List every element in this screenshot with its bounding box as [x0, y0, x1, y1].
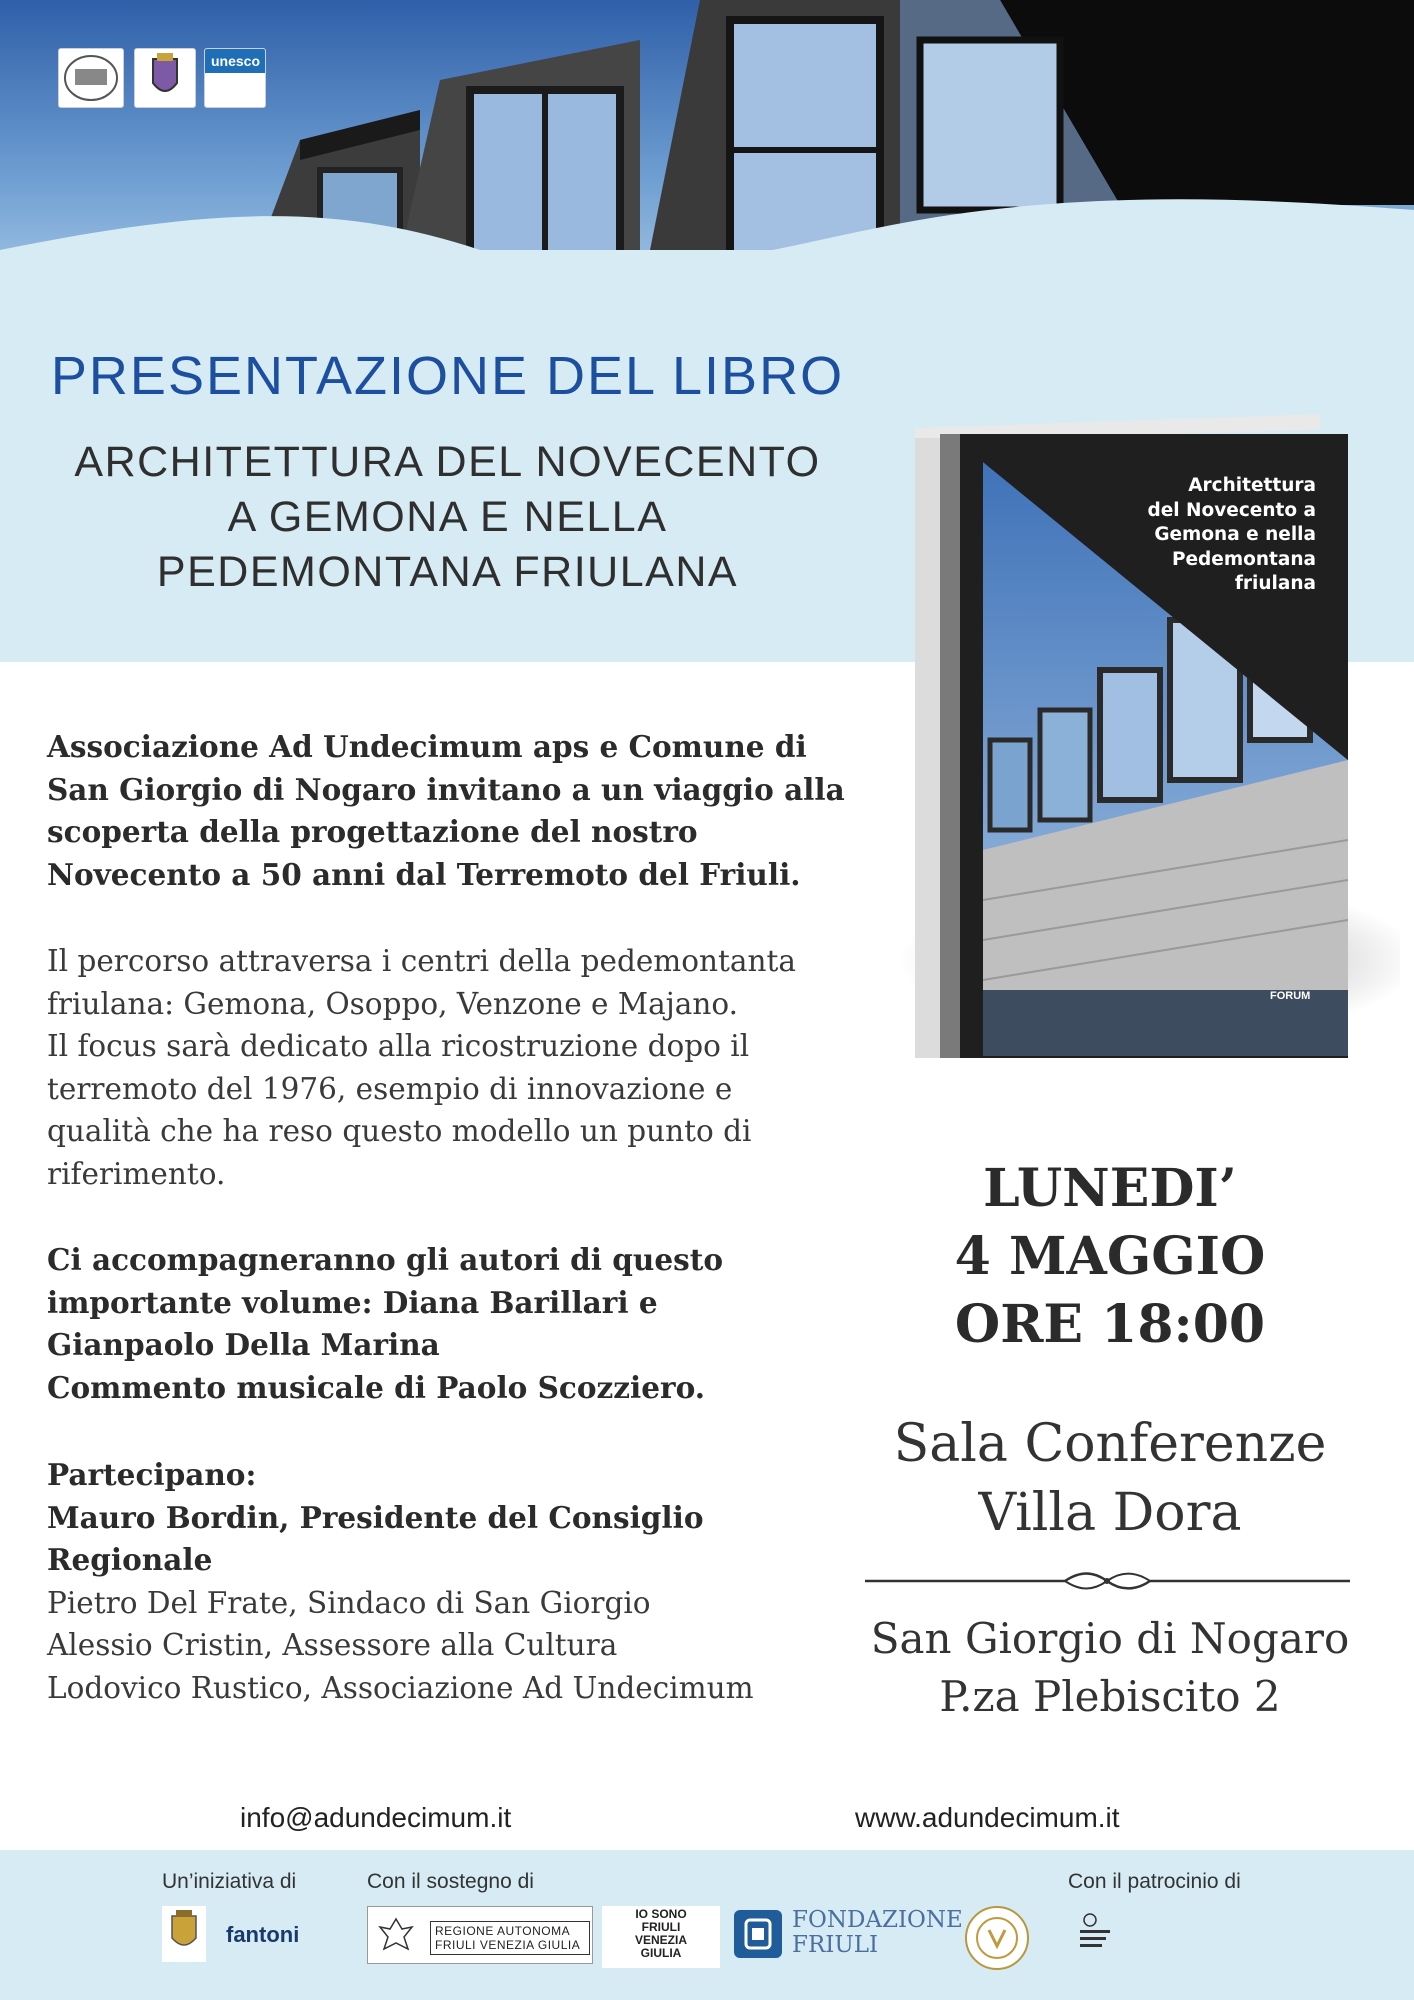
description-line: Il focus sarà dedicato alla ricostruzione dopo il	[47, 1029, 750, 1063]
presentation-kicker: PRESENTAZIONE DEL LIBRO	[50, 346, 845, 406]
cover-title-line: friulana	[1234, 573, 1316, 594]
authors-paragraph	[47, 1239, 847, 1409]
authors-line: Gianpaolo Della Marina	[47, 1327, 440, 1362]
patronage-label: Con il patrocinio di	[1068, 1870, 1241, 1893]
cover-title-line: Architettura	[1188, 475, 1316, 496]
book-cover-title	[1080, 474, 1316, 597]
website-link[interactable]: www.adundecimum.it	[855, 1802, 1120, 1833]
cover-title-line: Gemona e nella	[1154, 524, 1316, 545]
participants-list	[47, 1454, 847, 1709]
event-date: 4 MAGGIO	[954, 1226, 1266, 1287]
authors-line: Ci accompagneranno gli autori di questo	[47, 1242, 724, 1277]
book-title-line: A GEMONA E NELLA	[227, 493, 668, 541]
intro-line: Novecento a 50 anni dal Terremoto del Friuli.	[47, 856, 801, 892]
description-line: Il percorso attraversa i centri della pedemontanta	[47, 944, 796, 978]
intro-line: scoperta della progettazione del nostro	[47, 814, 698, 849]
regione-label	[430, 1921, 590, 1955]
association-logo	[58, 48, 124, 108]
intro-line: Associazione Ad Undecimum aps e Comune di	[47, 729, 807, 764]
book-title	[40, 435, 855, 600]
venue-line: Villa Dora	[978, 1483, 1242, 1543]
description-line: friulana: Gemona, Osoppo, Venzone e Majano.	[47, 986, 739, 1021]
io-sono-line: FRIULI	[641, 1920, 681, 1934]
support-label: Con il sostegno di	[367, 1870, 534, 1893]
city-crest-icon	[162, 1906, 206, 1962]
participant-line: Regionale	[47, 1542, 213, 1577]
university-seal-icon	[965, 1906, 1029, 1970]
io-sono-line: IO SONO	[635, 1907, 687, 1921]
wave-divider	[0, 190, 1414, 270]
address-line: San Giorgio di Nogaro	[870, 1614, 1350, 1663]
eagle-icon	[376, 1915, 416, 1955]
initiative-label: Un’iniziativa di	[162, 1870, 297, 1893]
description-paragraph	[47, 940, 847, 1195]
description-line: terremoto del 1976, esempio di innovazione e	[47, 1071, 733, 1106]
description-line: qualità che ha reso questo modello un punto di	[47, 1114, 752, 1148]
participant-line: Alessio Cristin, Assessore alla Cultura	[47, 1628, 618, 1662]
authors-line: importante volume: Diana Barillari e	[47, 1284, 658, 1320]
event-address	[850, 1610, 1370, 1726]
book-title-line: PEDEMONTANA FRIULANA	[156, 548, 739, 596]
unesco-logo	[204, 48, 266, 108]
regione-line: FRIULI VENEZIA GIULIA	[435, 1938, 581, 1952]
publisher-label: FORUM	[1270, 990, 1311, 1002]
intro-line: San Giorgio di Nogaro invitano a un viaggio alla	[47, 771, 845, 807]
participant-line: Pietro Del Frate, Sindaco di San Giorgio	[47, 1585, 651, 1620]
event-venue	[850, 1410, 1370, 1548]
address-line: P.za Plebiscito 2	[939, 1672, 1281, 1721]
ornamental-divider	[865, 1568, 1350, 1594]
event-datetime	[870, 1155, 1350, 1359]
fondazione-friuli-label	[792, 1908, 963, 1958]
regione-line: REGIONE AUTONOMA	[435, 1924, 571, 1938]
authors-line: Commento musicale di Paolo Scozziero.	[47, 1369, 706, 1405]
cover-title-line: Pedemontana	[1171, 548, 1316, 570]
email-link[interactable]: info@adundecimum.it	[240, 1802, 512, 1833]
regione-fvg-logo	[367, 1906, 593, 1964]
intro-paragraph	[47, 726, 847, 896]
municipality-crest-icon	[134, 48, 196, 108]
participants-heading: Partecipano:	[47, 1457, 257, 1492]
event-day: LUNEDI’	[983, 1158, 1237, 1219]
participant-line: Mauro Bordin, Presidente del Consiglio	[47, 1499, 704, 1535]
unesco-label: unesco	[205, 49, 265, 73]
venue-line: Sala Conferenze	[893, 1414, 1327, 1474]
fantoni-logo: fantoni	[226, 1922, 300, 1947]
io-sono-line: GIULIA	[640, 1946, 682, 1960]
fondazione-line: FRIULI	[792, 1932, 879, 1958]
universita-udine-logo	[1078, 1910, 1122, 1962]
description-line: riferimento.	[47, 1156, 226, 1191]
participant-line: Lodovico Rustico, Associazione Ad Undecimum	[47, 1670, 754, 1705]
fondazione-line: FONDAZIONE	[792, 1907, 963, 1933]
io-sono-fvg-logo	[602, 1906, 720, 1968]
event-time: ORE 18:00	[954, 1294, 1266, 1355]
cover-title-line: del Novecento a	[1147, 499, 1316, 521]
io-sono-line: VENEZIA	[634, 1933, 687, 1947]
book-title-line: ARCHITETTURA DEL NOVECENTO	[74, 438, 821, 486]
fondazione-friuli-icon	[734, 1910, 782, 1958]
